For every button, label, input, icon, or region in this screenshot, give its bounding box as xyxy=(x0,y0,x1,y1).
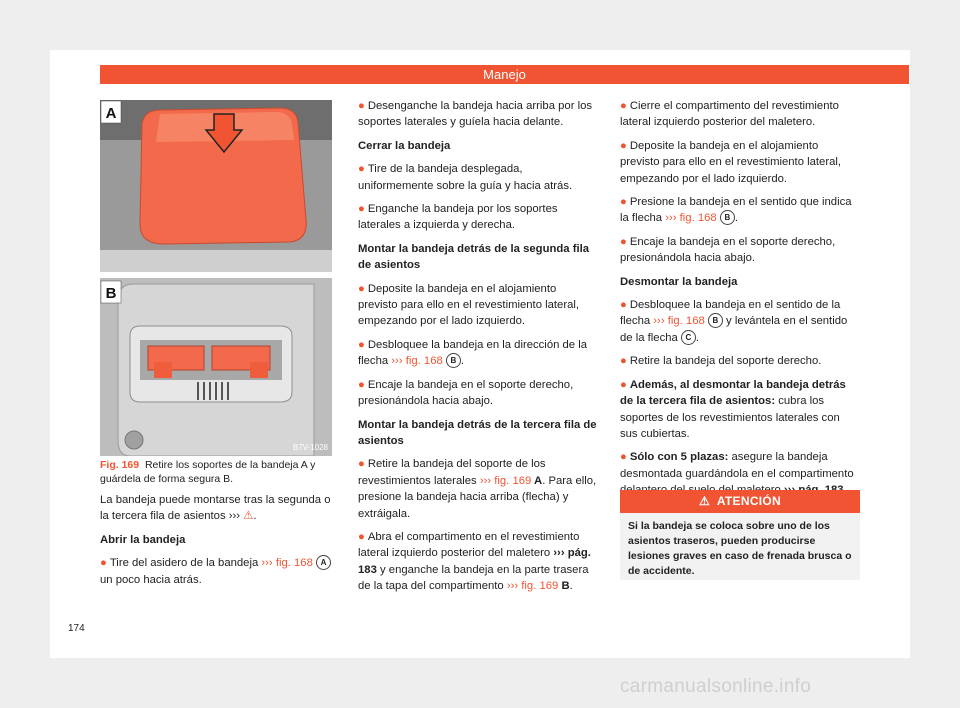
list-item: ● Desenganche la bandeja hacia arriba por los soportes laterales y guíela hacia delante. xyxy=(358,100,593,129)
bullet-icon: ● xyxy=(620,139,627,152)
fig-link[interactable]: ››› fig. 169 xyxy=(479,474,532,487)
list-item: ● Sólo con 5 plazas: asegure la bandeja desmontada guardándola en el compartimento xyxy=(620,449,860,498)
column-right xyxy=(620,98,860,506)
heading-desmontar: Desmontar la bandeja xyxy=(620,275,738,288)
list-item: ● Deposite la bandeja en el alojamiento previsto para ello en el revestimiento lateral, empezando por el lado izquierdo. xyxy=(358,282,580,328)
bullet-icon: ● xyxy=(358,203,365,216)
warning-title: ATENCIÓN xyxy=(716,494,782,508)
warning-text: Si la bandeja se coloca sobre uno de los asientos traseros, pueden producirse lesiones graves en caso de frenada brusca o de accidente. xyxy=(628,520,852,577)
page-sheet xyxy=(50,50,910,658)
bullet-icon: ● xyxy=(620,451,627,464)
fig-link[interactable]: ››› fig. 169 xyxy=(506,580,559,593)
column-middle xyxy=(358,98,598,602)
heading-abrir: Abrir la bandeja xyxy=(100,533,186,546)
bullet-icon: ● xyxy=(620,378,627,391)
bullet-icon: ● xyxy=(358,282,365,295)
circle-label: B xyxy=(720,210,735,225)
heading-cerrar: Cerrar la bandeja xyxy=(358,139,451,152)
panel-b-label: B xyxy=(105,285,117,302)
figure-code: B7V-1028 xyxy=(292,443,328,452)
list-item: ● Enganche la bandeja por los soportes laterales a izquierda y derecha. xyxy=(358,203,558,232)
page-link[interactable]: ››› pág. 183 xyxy=(358,547,591,576)
bullet-icon: ● xyxy=(358,378,365,391)
figure-169 xyxy=(100,100,332,456)
warning-triangle-icon: ⚠ xyxy=(698,494,711,508)
circle-label: C xyxy=(681,330,696,345)
list-item: ● Presione la bandeja en el sentido que indica la flecha ››› fig. 168 B . xyxy=(620,196,852,225)
list-item: ● Retire la bandeja del soporte de los revestimientos laterales ››› fig. 169 A. Para ello, presione la bandeja hacia arriba (flecha) y extráigala. xyxy=(358,458,597,520)
bullet-icon: ● xyxy=(100,557,107,570)
list-item: ● Cierre el compartimento del revestimiento lateral izquierdo posterior del maletero. xyxy=(620,100,839,129)
list-item: ● Tire de la bandeja desplegada, uniformemente sobre la guía y hacia atrás. xyxy=(358,163,573,192)
bullet-icon: ● xyxy=(620,355,627,368)
circle-label: A xyxy=(316,555,331,570)
caption-label: Fig. 169 xyxy=(100,459,140,471)
bullet-icon: ● xyxy=(358,338,365,351)
fig-link[interactable]: ››› fig. 168 xyxy=(261,557,313,570)
fig-link[interactable]: ››› fig. 168 xyxy=(391,355,443,368)
page-header: Manejo xyxy=(100,65,909,84)
watermark: carmanualsonline.info xyxy=(620,676,812,697)
bullet-icon: ● xyxy=(620,196,627,209)
fig-link[interactable]: ››› fig. 168 xyxy=(665,212,717,225)
caption-text: Retire los soportes de la bandeja A y guárdela de forma segura B. xyxy=(100,459,316,485)
bullet-icon: ● xyxy=(620,235,627,248)
circle-label: B xyxy=(446,353,461,368)
list-item: ● Abra el compartimento en el revestimiento lateral izquierdo posterior del maletero ››› pág. 183 y enganche la bandeja en la parte trasera de la tapa del compartimento ››› fig. 169 B. xyxy=(358,530,591,593)
warning-triangle-icon: ⚠ xyxy=(243,510,254,523)
bullet-icon: ● xyxy=(620,100,627,112)
bullet-icon: ● xyxy=(358,163,365,176)
heading-segunda: Montar la bandeja detrás de la segunda fila de asientos xyxy=(358,242,590,272)
panel-a-label: A xyxy=(105,105,117,122)
warning-box xyxy=(620,490,860,580)
list-item: ● Tire del asidero de la bandeja ››› fig. 168 A un poco hacia atrás. xyxy=(100,555,332,588)
page-number: 174 xyxy=(68,623,85,634)
figure-caption xyxy=(100,458,332,486)
list-item: ● Además, al desmontar la bandeja detrás de la tercera fila de asientos: cubra los soportes de los revestimientos laterales con sus cubiertas. xyxy=(620,378,846,440)
list-item: ● Deposite la bandeja en el alojamiento previsto para ello en el revestimiento lateral, empezando por el lado izquierdo. xyxy=(620,139,842,185)
warning-header xyxy=(620,490,860,513)
circle-label: B xyxy=(708,313,723,328)
list-item: ● Encaje la bandeja en el soporte derecho, presionándola hacia abajo. xyxy=(620,235,836,265)
list-item: ● Encaje la bandeja en el soporte derecho, presionándola hacia abajo. xyxy=(358,378,574,408)
heading-tercera: Montar la bandeja detrás de la tercera fila de asientos xyxy=(358,418,597,447)
list-item: ● Retire la bandeja del soporte derecho. xyxy=(620,355,822,368)
fig-link[interactable]: ››› fig. 168 xyxy=(653,315,705,328)
bullet-icon: ● xyxy=(358,458,365,471)
list-item: ● Desbloquee la bandeja en el sentido de la flecha ››› fig. 168 B y levántela en el sentido de la flecha C . xyxy=(620,299,848,344)
bullet-icon: ● xyxy=(620,299,627,312)
column-left xyxy=(100,492,332,595)
bullet-icon: ● xyxy=(358,530,365,543)
bullet-icon: ● xyxy=(358,100,365,112)
list-item: ● Desbloquee la bandeja en la dirección de la flecha ››› fig. 168 B . xyxy=(358,338,588,368)
intro-paragraph: La bandeja puede montarse tras la segunda o la tercera fila de asientos ››› ⚠. xyxy=(100,494,331,523)
